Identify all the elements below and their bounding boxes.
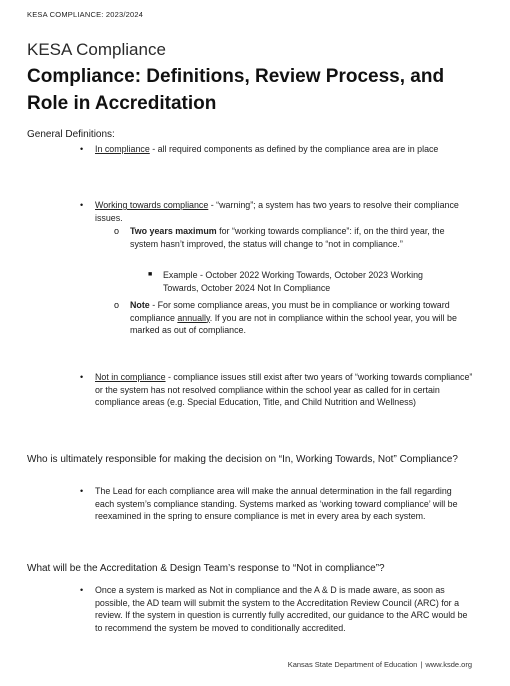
note-text-1: - For some compliance areas, you must be in compliance or working toward compliance [130, 300, 450, 323]
in-compliance-definition [95, 143, 475, 156]
in-compliance-text: - all required components as defined by the compliance area are in place [149, 144, 439, 154]
document-title: Compliance: Definitions, Review Process, and Role in Accreditation [27, 66, 445, 114]
note-lead: Note [130, 300, 150, 310]
footer-org: Kansas State Department of Education [287, 660, 418, 669]
header-tag: KESA COMPLIANCE: 2023/2024 [27, 10, 144, 19]
bullet-icon: • [80, 144, 84, 154]
working-towards-term: Working towards compliance [95, 200, 209, 210]
document-subtitle: KESA Compliance [27, 40, 166, 59]
note-text-2: . If you are not in compliance within the school year, you will be marked as out of compliance. [130, 312, 457, 335]
bullet-icon: • [80, 200, 84, 210]
two-years-lead: Two years maximum [130, 226, 217, 236]
note-annually: annually [177, 312, 210, 323]
bullet-icon: • [80, 372, 84, 382]
responsible-question: Who is ultimately responsible for making the decision on “In, Working Towards, Not” Compliance? [27, 454, 458, 465]
footer-url[interactable]: www.ksde.org [425, 660, 472, 669]
circle-bullet-icon: o [114, 300, 120, 310]
square-bullet-icon: ■ [148, 271, 153, 278]
responsible-answer: The Lead for each compliance area will make the annual determination in the fall regarding each system’s compliance standing. Systems marked as ‘working toward compliance’ will be reexamined in the spring to ensure compliance is met in every area by each system. [95, 486, 458, 521]
bullet-icon: • [80, 486, 84, 496]
not-in-compliance-text: - compliance issues still exist after two years of “working towards compliance” or the system has not resolved compliance within the school year as called for in certain compliance areas (e.g. Special Education, Title, and Child Nutrition and Wellness) [95, 372, 473, 407]
not-in-compliance-definition [95, 371, 475, 409]
working-towards-definition [95, 199, 475, 224]
not-in-compliance-term: Not in compliance [95, 372, 166, 382]
two-years-text: for “working towards compliance”: if, on the third year, the system hasn’t improved, the status will change to “not in compliance.” [130, 226, 445, 249]
response-answer: Once a system is marked as Not in compliance and the A & D is made aware, as soon as possible, the AD team will submit the system to the Accreditation Review Council (ARC) for a review. If the system in question is currently fully accredited, our guidance to the ARC would be to recommend the system be moved to conditionally accredited. [95, 585, 468, 633]
circle-bullet-icon: o [114, 226, 120, 236]
two-years-rule [130, 225, 475, 250]
bullet-icon: • [80, 585, 84, 595]
footer-separator: | [420, 660, 423, 669]
footer [288, 660, 472, 669]
in-compliance-term: In compliance [95, 144, 150, 154]
general-definitions-heading: General Definitions: [27, 129, 115, 140]
two-years-example: Example - October 2022 Working Towards, October 2023 Working Towards, October 2024 Not In Compliance [163, 270, 423, 293]
response-question: What will be the Accreditation & Design Team’s response to “Not in compliance”? [27, 563, 385, 574]
working-towards-text: - “warning”; a system has two years to resolve their compliance issues. [95, 200, 459, 223]
annual-note [130, 299, 475, 337]
